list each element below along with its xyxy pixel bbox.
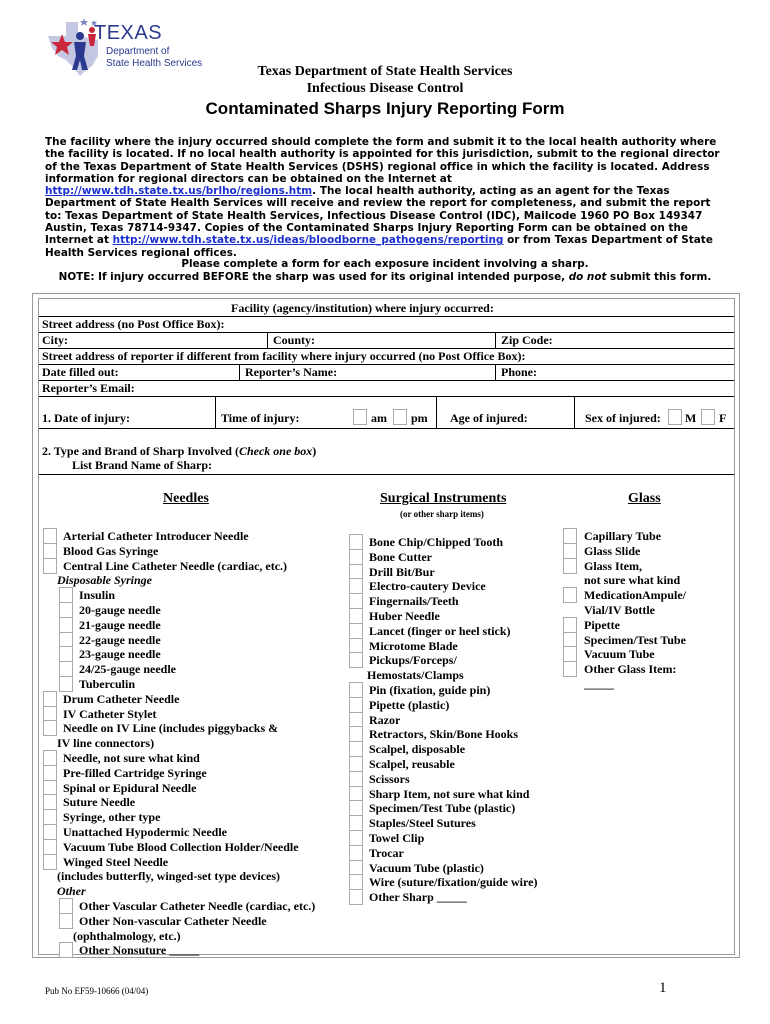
needle-item-needle-on-iv-line-includes-piggybacks: Needle on IV Line (includes piggybacks & [63, 721, 279, 736]
page-title: Contaminated Sharps Injury Reporting Form [205, 99, 565, 118]
sharp-type-text: 2. Type and Brand of Sharp Involved ( [42, 444, 239, 458]
needle-checkbox[interactable] [43, 558, 57, 574]
form-frame [32, 293, 740, 958]
surgical-item-vacuum-tube-plastic: Vacuum Tube (plastic) [369, 860, 484, 875]
surgical-item-pipette-plastic: Pipette (plastic) [369, 697, 450, 712]
needles-heading: Needles [163, 491, 209, 506]
needle-item-24-25-gauge-needle: 24/25-gauge needle [79, 662, 176, 677]
intro-text-3: or from Texas Department of State Health Services regional offices. [45, 234, 713, 259]
female-checkbox[interactable] [701, 409, 715, 425]
note-line [0, 271, 770, 283]
logo-department: Department of [106, 46, 170, 57]
surgical-subheading: (or other sharp items) [400, 509, 484, 519]
form-inner [38, 298, 735, 958]
am-label: am [371, 411, 387, 425]
surgical-item-sharp-item-not-sure-what-kind: Sharp Item, not sure what kind [369, 786, 530, 801]
surgical-item-huber-needle: Huber Needle [369, 609, 440, 623]
glass-checkbox[interactable] [563, 617, 577, 633]
surgical-heading: Surgical Instruments [380, 491, 507, 506]
date-filled-label[interactable]: Date filled out: [42, 365, 119, 379]
surgical-checkbox[interactable] [349, 549, 363, 565]
glass-checkbox[interactable] [563, 558, 577, 574]
surgical-checkbox[interactable] [349, 638, 363, 654]
needle-checkbox[interactable] [43, 720, 57, 736]
needle-item-spinal-or-epidural-needle: Spinal or Epidural Needle [63, 780, 197, 795]
section-divider [39, 474, 734, 475]
surgical-item-bone-cutter: Bone Cutter [369, 549, 432, 564]
surgical-item-razor: Razor [369, 712, 401, 727]
surgical-item-scalpel-disposable: Scalpel, disposable [369, 742, 466, 757]
needle-checkbox[interactable] [59, 661, 73, 677]
surgical-checkbox[interactable] [349, 652, 363, 668]
reporting-link[interactable]: http://www.tdh.state.tx.us/ideas/bloodborne_pathogens/reporting [112, 234, 504, 247]
pm-checkbox[interactable] [393, 409, 407, 425]
divider [436, 397, 437, 428]
divider [574, 397, 575, 428]
am-checkbox[interactable] [353, 409, 367, 425]
surgical-checkbox[interactable] [349, 874, 363, 890]
surgical-checkbox[interactable] [349, 697, 363, 713]
needle-checkbox[interactable] [43, 750, 57, 766]
divider [495, 333, 496, 348]
sharp-type-hint: Check one box [238, 444, 313, 458]
glass-item-specimen-test-tube: Specimen/Test Tube [584, 632, 686, 647]
needle-item-other-nonsuture: Other Nonsuture _____ [79, 943, 200, 958]
surgical-item-fingernails-teeth: Fingernails/Teeth [369, 594, 459, 609]
logo-state-health: State Health Services [106, 58, 203, 69]
date-of-injury-label[interactable]: 1. Date of injury: [42, 411, 130, 425]
injury-details-row [39, 397, 734, 429]
reporter-address-label: Street address of reporter if different from facility where injury occurred (no Post Office Box): [42, 349, 526, 363]
glass-checkbox[interactable] [563, 646, 577, 662]
surgical-checkbox[interactable] [349, 800, 363, 816]
surgical-item-pin-fixation-guide-pin: Pin (fixation, guide pin) [369, 683, 491, 697]
needle-item-iv-line-connectors: IV line connectors) [57, 736, 155, 751]
needle-checkbox[interactable] [59, 646, 73, 662]
instruction-line: Please complete a form for each exposure incident involving a sharp. [181, 258, 589, 270]
needle-item-tuberculin: Tuberculin [79, 677, 136, 691]
female-label: F [719, 411, 727, 425]
needle-checkbox[interactable] [43, 706, 57, 722]
surgical-checkbox[interactable] [349, 756, 363, 772]
surgical-item-microtome-blade: Microtome Blade [369, 638, 458, 653]
zip-label[interactable]: Zip Code: [501, 333, 553, 347]
needle-checkbox[interactable] [43, 528, 57, 544]
needle-checkbox[interactable] [43, 839, 57, 855]
surgical-item-staples-steel-sutures: Staples/Steel Sutures [369, 816, 476, 831]
glass-item-vial-iv-bottle: Vial/IV Bottle [584, 603, 655, 617]
sharp-type-paren: ) [312, 444, 317, 458]
publication-number: Pub No EF59-10666 (04/04) [45, 986, 149, 996]
regions-link[interactable]: http://www.tdh.state.tx.us/brlho/regions.htm [45, 185, 313, 198]
sex-label: Sex of injured: [585, 411, 661, 425]
male-checkbox[interactable] [668, 409, 682, 425]
surgical-checkbox[interactable] [349, 593, 363, 609]
surgical-checkbox[interactable] [349, 741, 363, 757]
glass-checkbox[interactable] [563, 543, 577, 559]
surgical-checkbox[interactable] [349, 830, 363, 846]
surgical-checkbox[interactable] [349, 623, 363, 639]
needle-checkbox[interactable] [43, 543, 57, 559]
needle-item-syringe-other-type: Syringe, other type [63, 810, 161, 825]
surgical-item-electro-cautery-device: Electro-cautery Device [369, 579, 486, 594]
surgical-checkbox[interactable] [349, 608, 363, 624]
needle-item-central-line-catheter-needle-cardiac-etc: Central Line Catheter Needle (cardiac, etc.) [63, 558, 288, 573]
surgical-checkbox[interactable] [349, 889, 363, 905]
facility-label: Facility (agency/institution) where injury occurred: [231, 301, 494, 315]
glass-item-other-glass-item: Other Glass Item: [584, 662, 677, 677]
needle-checkbox[interactable] [59, 602, 73, 618]
surgical-item-scalpel-reusable: Scalpel, reusable [369, 757, 455, 771]
needle-item-other-non-vascular-catheter-needle: Other Non-vascular Catheter Needle [79, 913, 267, 928]
surgical-item-retractors-skin-bone-hooks: Retractors, Skin/Bone Hooks [369, 727, 519, 742]
needle-checkbox[interactable] [43, 809, 57, 825]
needle-item-iv-catheter-stylet: IV Catheter Stylet [63, 706, 157, 721]
pm-label: pm [411, 411, 428, 425]
city-row [39, 333, 734, 349]
needle-checkbox[interactable] [43, 780, 57, 796]
glass-item-: _____ [584, 677, 614, 691]
divider [267, 333, 268, 348]
surgical-item-towel-clip: Towel Clip [369, 831, 425, 845]
surgical-item-trocar: Trocar [369, 845, 404, 860]
surgical-checkbox[interactable] [349, 534, 363, 550]
surgical-item-specimen-test-tube-plastic: Specimen/Test Tube (plastic) [369, 801, 516, 816]
surgical-checkbox[interactable] [349, 682, 363, 698]
divider [495, 365, 496, 380]
note-text: NOTE: If injury occurred BEFORE the sharp was used for its original intended purpose, [58, 271, 569, 283]
intro-text-2: . The local health authority, acting as an agent for the Texas Department of State Health Services will receive and review the report for completeness, and submit the report to: Texas Department of State Health Services, Infectious Disease Control (IDC), Mailcode 1960 PO Box 149347 Austin, Texas 78714-9347. Copies of the Contaminated Sharps Injury Reporting Form can be obtained on the Internet at [45, 185, 711, 247]
glass-item-glass-slide: Glass Slide [584, 543, 641, 558]
reporter-email-label: Reporter’s Email: [42, 381, 135, 395]
street-label: Street address (no Post Office Box): [42, 317, 225, 331]
male-label: M [685, 411, 697, 425]
needle-item-needle-not-sure-what-kind: Needle, not sure what kind [63, 751, 200, 765]
glass-checkbox[interactable] [563, 632, 577, 648]
glass-heading: Glass [628, 491, 661, 506]
glass-item-capillary-tube: Capillary Tube [584, 529, 662, 543]
glass-item-vacuum-tube: Vacuum Tube [584, 647, 655, 662]
surgical-checkbox[interactable] [349, 860, 363, 876]
glass-item-not-sure-what-kind: not sure what kind [584, 573, 681, 588]
surgical-checkbox[interactable] [349, 815, 363, 831]
glass-item-glass-item: Glass Item, [584, 558, 642, 573]
surgical-checkbox[interactable] [349, 578, 363, 594]
needle-checkbox[interactable] [43, 824, 57, 840]
logo-texas: TEXAS [94, 22, 163, 44]
needle-checkbox[interactable] [43, 765, 57, 781]
surgical-item-pickups-forceps: Pickups/Forceps/ [369, 653, 457, 668]
needle-checkbox[interactable] [59, 617, 73, 633]
needle-item-other-vascular-catheter-needle-cardiac-etc: Other Vascular Catheter Needle (cardiac, etc.) [79, 899, 316, 913]
surgical-item-other-sharp: Other Sharp _____ [369, 890, 467, 905]
needle-item-vacuum-tube-blood-collection-holder-needle: Vacuum Tube Blood Collection Holder/Needle [63, 839, 299, 854]
needle-item-22-gauge-needle: 22-gauge needle [79, 632, 161, 647]
needle-item-arterial-catheter-introducer-needle: Arterial Catheter Introducer Needle [63, 529, 249, 543]
needle-item-unattached-hypodermic-needle: Unattached Hypodermic Needle [63, 825, 227, 839]
needle-item-blood-gas-syringe: Blood Gas Syringe [63, 543, 159, 558]
needle-item-drum-catheter-needle: Drum Catheter Needle [63, 691, 180, 706]
surgical-checkbox[interactable] [349, 771, 363, 787]
note-text-end: submit this form. [606, 271, 712, 283]
needle-item-ophthalmology-etc: (ophthalmology, etc.) [73, 928, 181, 943]
division-name: Infectious Disease Control [306, 81, 464, 96]
needle-checkbox[interactable] [59, 913, 73, 929]
street-row[interactable] [39, 317, 734, 333]
glass-checkbox[interactable] [563, 528, 577, 544]
agency-name: Texas Department of State Health Services [257, 64, 513, 79]
intro-text-1: The facility where the injury occurred should complete the form and submit it to the local health authority where the facility is located. If no local health authority is appointed for this jurisdiction, submit to the regional director of the Texas Department of State Health Services (DSHS) regional office in which the facility is located. Address information for regional directors can be obtained on the Internet at [45, 136, 720, 185]
phone-label[interactable]: Phone: [501, 365, 537, 379]
needle-item-suture-needle: Suture Needle [63, 795, 136, 810]
needle-item-23-gauge-needle: 23-gauge needle [79, 647, 161, 662]
needle-item-pre-filled-cartridge-syringe: Pre-filled Cartridge Syringe [63, 765, 207, 780]
needle-item-21-gauge-needle: 21-gauge needle [79, 617, 161, 632]
glass-item-pipette: Pipette [584, 617, 620, 632]
divider [239, 365, 240, 380]
surgical-item-bone-chip-chipped-tooth: Bone Chip/Chipped Tooth [369, 535, 504, 549]
county-label[interactable]: County: [273, 333, 316, 347]
needle-item-includes-butterfly-winged-set-type-devices: (includes butterfly, winged-set type devices) [57, 869, 280, 884]
surgical-item-scissors: Scissors [369, 771, 410, 786]
needle-checkbox[interactable] [43, 854, 57, 870]
glass-item-medicationampule: MedicationAmpule/ [584, 588, 686, 603]
surgical-item-wire-suture-fixation-guide-wire: Wire (suture/fixation/guide wire) [369, 875, 538, 890]
needle-checkbox[interactable] [43, 691, 57, 707]
surgical-checkbox[interactable] [349, 564, 363, 580]
facility-row[interactable] [39, 299, 734, 317]
needle-checkbox[interactable] [59, 676, 73, 692]
time-of-injury-label[interactable]: Time of injury: [221, 411, 300, 425]
needle-checkbox[interactable] [43, 794, 57, 810]
divider [215, 397, 216, 428]
needle-checkbox[interactable] [59, 587, 73, 603]
surgical-checkbox[interactable] [349, 845, 363, 861]
glass-checkbox[interactable] [563, 661, 577, 677]
brand-name-label[interactable]: List Brand Name of Sharp: [72, 458, 213, 472]
intro-paragraph [45, 136, 725, 259]
needle-item-insulin: Insulin [79, 588, 116, 603]
note-emphasis: do not [568, 271, 607, 283]
surgical-checkbox[interactable] [349, 712, 363, 728]
city-label[interactable]: City: [42, 333, 68, 347]
needle-item-other: Other [57, 884, 86, 899]
surgical-item-hemostats-clamps: Hemostats/Clamps [367, 668, 464, 683]
surgical-checkbox[interactable] [349, 726, 363, 742]
needle-checkbox[interactable] [59, 942, 73, 958]
surgical-item-lancet-finger-or-heel-stick: Lancet (finger or heel stick) [369, 623, 511, 638]
needle-checkbox[interactable] [59, 898, 73, 914]
age-label[interactable]: Age of injured: [450, 411, 528, 425]
surgical-checkbox[interactable] [349, 786, 363, 802]
reporter-email-row[interactable] [39, 381, 734, 397]
reporter-name-label[interactable]: Reporter’s Name: [245, 365, 338, 379]
needle-item-disposable-syringe: Disposable Syringe [57, 573, 153, 588]
needle-checkbox[interactable] [59, 632, 73, 648]
reporter-address-row[interactable] [39, 349, 734, 365]
date-filled-row [39, 365, 734, 381]
glass-checkbox[interactable] [563, 587, 577, 603]
sharp-type-label [42, 444, 316, 459]
needle-item-20-gauge-needle: 20-gauge needle [79, 603, 161, 617]
page-number: 1 [659, 980, 667, 996]
surgical-item-drill-bit-bur: Drill Bit/Bur [369, 564, 435, 579]
needle-item-winged-steel-needle: Winged Steel Needle [63, 854, 169, 869]
